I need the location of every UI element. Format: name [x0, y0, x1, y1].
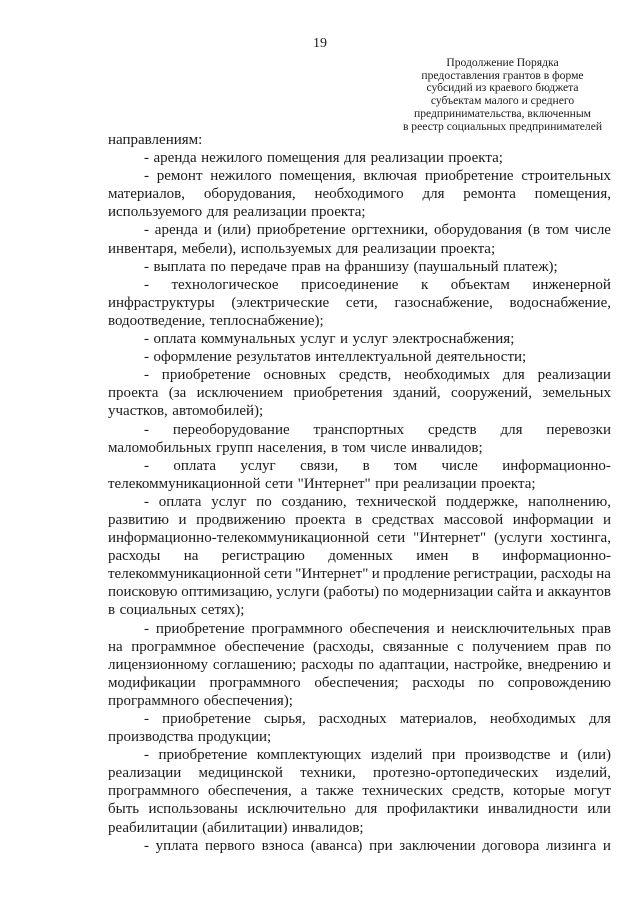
text-line: - оплата услуг по созданию, технической поддержке, наполнению, — [144, 493, 611, 510]
text-line: реализации медицинской техники, протезно-ортопедических изделий, — [108, 765, 611, 782]
continuation-header — [390, 57, 615, 133]
header-line: субсидий из краевого бюджета — [426, 81, 579, 95]
text-line: инвентаря, мебели), используемых для реализации проекта; — [108, 240, 496, 257]
text-line: - переоборудование транспортных средств для перевозки — [144, 421, 611, 438]
text-line: - аренда и (или) приобретение оргтехники, оборудования (в том числе — [144, 222, 611, 239]
text-line: участков, автомобилей); — [108, 403, 264, 420]
header-line: предпринимательства, включенным — [414, 106, 591, 120]
header-line: в реестр социальных предпринимателей — [402, 119, 603, 133]
text-line: маломобильных групп населения, в том числе инвалидов; — [108, 439, 483, 456]
text-line: - оплата услуг связи, в том числе информационно- — [144, 457, 611, 474]
text-line: производства продукции; — [108, 729, 272, 746]
text-line: информационно-телекоммуникационной сети "Интернет" (услуги хостинга, — [108, 530, 611, 547]
text-line: - приобретение комплектующих изделий при производстве и (или) — [144, 747, 611, 764]
document-body — [108, 131, 611, 855]
text-line: реабилитации (абилитации) инвалидов; — [108, 819, 364, 836]
text-line: лицензионному соглашению; расходы по адаптации, настройке, внедрению и — [108, 656, 611, 673]
text-line: телекоммуникационной сети "Интернет" при реализации проекта; — [108, 475, 536, 492]
text-line: - приобретение основных средств, необходимых для реализации — [144, 367, 611, 384]
text-line: - оформление результатов интеллектуальной деятельности; — [144, 349, 527, 366]
text-line: поисковую оптимизацию, услуги (работы) по модернизации сайта и аккаунтов — [108, 584, 611, 601]
text-line: на программное обеспечение (расходы, связанные с получением прав по — [108, 638, 611, 655]
text-line: - приобретение сырья, расходных материалов, необходимых для — [144, 711, 611, 727]
text-line: инфраструктуры (электрические сети, газоснабжение, водоснабжение, — [108, 294, 611, 311]
header-line: Продолжение Порядка — [446, 56, 559, 69]
header-line: субъектам малого и среднего — [430, 94, 575, 108]
page-number: 19 — [313, 36, 327, 51]
text-line: используемого для реализации проекта; — [108, 204, 366, 221]
text-line: быть использованы исключительно для профилактики инвалидности или — [108, 801, 611, 818]
text-line: развитию и продвижению проекта в средствах массовой информации и — [108, 511, 611, 528]
text-line: модификации программного обеспечения; расходы по сопровождению — [108, 674, 611, 691]
header-line: предоставления грантов в форме — [421, 68, 584, 82]
text-line: программного обеспечения); — [108, 692, 293, 709]
text-line: - ремонт нежилого помещения, включая приобретение строительных — [144, 168, 611, 185]
text-line: материалов, оборудования, необходимого для ремонта помещения, — [108, 186, 611, 203]
text-line: телекоммуникационной сети "Интернет" и продление регистрации, расходы на — [108, 566, 611, 583]
text-line: - технологическое присоединение к объектам инженерной — [144, 276, 611, 293]
text-line: расходы на регистрацию доменных имен в информационно- — [108, 548, 611, 565]
text-line: водоотведение, теплоснабжение); — [108, 312, 324, 329]
text-line: - аренда нежилого помещения для реализации проекта; — [144, 150, 503, 167]
text-line: - оплата коммунальных услуг и услуг электроснабжения; — [144, 331, 515, 348]
text-line: направлениям: — [108, 132, 203, 148]
text-line: - уплата первого взноса (аванса) при заключении договора лизинга и — [144, 837, 611, 854]
text-line: - выплата по передаче прав на франшизу (паушальный платеж); — [144, 258, 558, 275]
text-line: проекта (за исключением приобретения зданий, сооружений, земельных — [108, 385, 611, 402]
text-line: программного обеспечения, а также технических средств, которые могут — [108, 783, 611, 800]
text-line: в социальных сетях); — [108, 602, 245, 619]
text-line: - приобретение программного обеспечения и неисключительных прав — [144, 620, 611, 637]
